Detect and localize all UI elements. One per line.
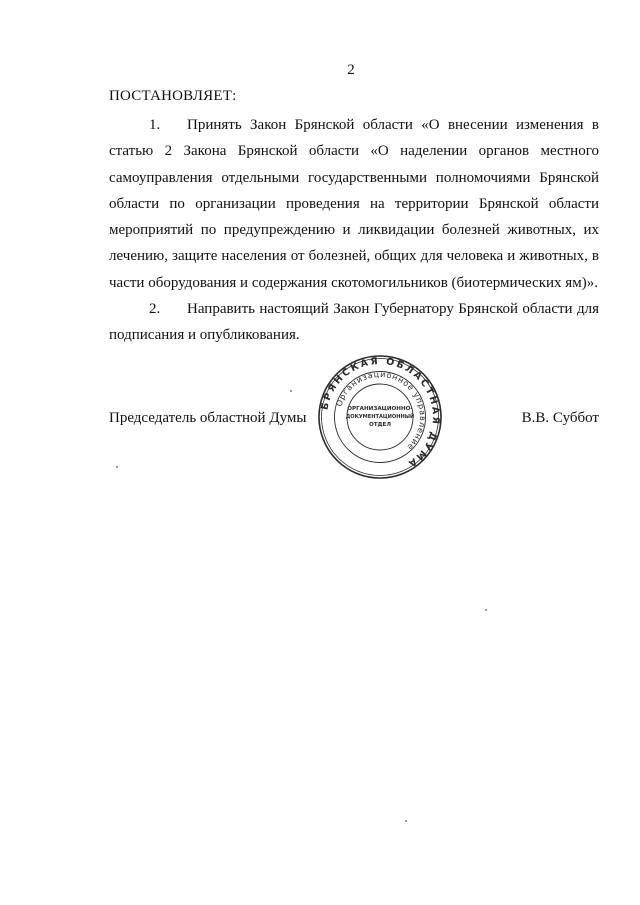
resolution-body — [109, 112, 599, 349]
scan-speck — [485, 609, 487, 611]
item-text: Принять Закон Брянской области «О внесении изменения в статью 2 Закона Брянской области «О наделении органов местного самоуправления отдельными государственными полномочиями Брянской области по организации проведения на территории Брянской области мероприятий по предупреждению и ликвидации болезней животных, их лечению, защите населения от болезней, общих для человека и животных, в части оборудования и содержания скотомогильников (биотермических ям)». — [109, 117, 599, 291]
stamp-ring-text: Организационное управление — [334, 369, 428, 453]
item-text: Направить настоящий Закон Губернатору Брянской области для подписания и опубликования. — [109, 301, 599, 344]
item-number: 2. — [149, 301, 161, 318]
stamp-outer-text: БРЯНСКАЯ ОБЛАСТНАЯ ДУМА — [319, 355, 442, 470]
stamp-center-line: ДОКУМЕНТАЦИОННЫЙ — [345, 414, 415, 420]
signatory-title: Председатель областной Думы — [109, 410, 307, 426]
resolution-item — [109, 112, 599, 296]
resolution-heading: ПОСТАНОВЛЯЕТ: — [109, 88, 237, 104]
signatory-name: В.В. Суббот — [521, 410, 599, 426]
scan-speck — [405, 820, 407, 822]
official-stamp — [317, 354, 443, 480]
page-number: 2 — [347, 62, 355, 78]
scan-speck — [290, 390, 292, 392]
stamp-center-line: ОРГАНИЗАЦИОННО- — [347, 406, 413, 412]
resolution-item — [109, 296, 599, 349]
stamp-center-line: ОТДЕЛ — [368, 422, 392, 428]
item-number: 1. — [149, 117, 161, 133]
scan-speck — [116, 466, 118, 468]
